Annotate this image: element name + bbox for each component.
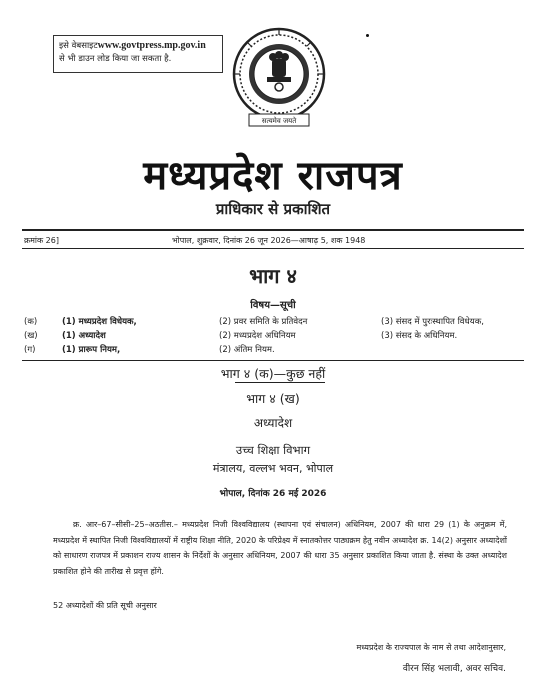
department-address: मंत्रालय, वल्लभ भवन, भोपाल	[212, 462, 334, 475]
part-4a-heading: भाग ४ (क)—कुछ नहीं	[220, 366, 326, 381]
toc-mark: (क)	[24, 317, 38, 327]
signatory-name: वीरन सिंह भलावी, अवर सचिव.	[402, 664, 506, 674]
part-title: भाग ४	[249, 264, 297, 288]
ordinance-heading: अध्यादेश	[253, 416, 293, 430]
website-url-link[interactable]: www.govtpress.mp.gov.in	[97, 40, 206, 51]
divider-top	[22, 229, 524, 231]
issue-number: क्रमांक 26]	[24, 236, 59, 245]
publication-authority: प्राधिकार से प्रकाशित	[215, 200, 331, 218]
toc-item: (3) संसद में पुरःस्थापित विधेयक,	[381, 317, 484, 327]
department-name: उच्च शिक्षा विभाग	[235, 443, 311, 457]
order-date: भोपाल, दिनांक 26 मई 2026	[219, 489, 327, 499]
toc-mark: (ग)	[24, 345, 36, 355]
toc-item: (2) प्रवर समिति के प्रतिवेदन	[219, 317, 308, 327]
divider-toc	[22, 360, 524, 361]
toc-item: (1) प्रारूप नियम,	[62, 345, 121, 355]
ordinance-list-note: 52 अध्यादेशों की प्रति सूची अनुसार	[53, 601, 157, 610]
website-notice-line2: से भी डाउन लोड किया जा सकता है.	[59, 54, 172, 64]
toc-row	[24, 330, 524, 344]
toc-mark: (ख)	[24, 331, 38, 341]
table-of-contents-heading: विषय—सूची	[250, 300, 296, 311]
toc-item: (3) संसद के अधिनियम.	[381, 331, 458, 341]
website-notice-prefix: इसे वेबसाइट	[59, 41, 98, 51]
decorative-dot	[366, 34, 369, 37]
divider-issue	[22, 248, 524, 249]
order-body-text: क्र. आर–67–सीसी–25–अठतीस.– मध्यप्रदेश निजी विश्वविद्यालय (स्थापना एवं संचालन) अधिनियम, 2007 की धारा 29 (1) के अनुक्रम में, मध्यप्रदेश में स्थापित निजी विश्वविद्यालयों में राष्ट्रीय शिक्षा नीति, 2020 के परिप्रेक्ष्य में स्नातकोत्तर पाठ्यक्रम हेतु नवीन अध्यादेश क्र. 14(2) अनुसार अध्यादेशों को साधारण राजपत्र में प्रकाशन राज्य शासन के निर्देशों के अनुसार अधिनियम, 2007 की धारा 35 अनुसार प्रकाशित किया जाता है. संस्था के उक्त अध्यादेश प्रकाशित होने की तारीख से प्रवृत्त होंगे.	[53, 520, 507, 576]
toc-item: (1) अध्यादेश	[62, 331, 106, 341]
table-of-contents	[24, 316, 524, 358]
website-notice-box	[53, 35, 223, 73]
emblem-motto: सत्यमेव जयते	[261, 117, 297, 125]
toc-item: (1) मध्यप्रदेश विधेयक,	[62, 317, 137, 327]
issue-date: भोपाल, शुक्रवार, दिनांक 26 जून 2026—आषाढ़ 5, शक 1948	[172, 236, 366, 245]
toc-item: (2) अंतिम नियम.	[219, 345, 275, 355]
part-4a-underline	[235, 382, 325, 383]
part-4b-heading: भाग ४ (ख)	[246, 391, 300, 406]
state-emblem	[232, 26, 326, 130]
toc-row	[24, 316, 524, 330]
toc-row	[24, 344, 524, 358]
gazette-title: मध्यप्रदेश राजपत्र	[143, 152, 403, 199]
signature-authority-line: मध्यप्रदेश के राज्यपाल के नाम से तथा आदेशानुसार,	[356, 643, 506, 652]
toc-item: (2) मध्यप्रदेश अधिनियम	[219, 331, 296, 341]
